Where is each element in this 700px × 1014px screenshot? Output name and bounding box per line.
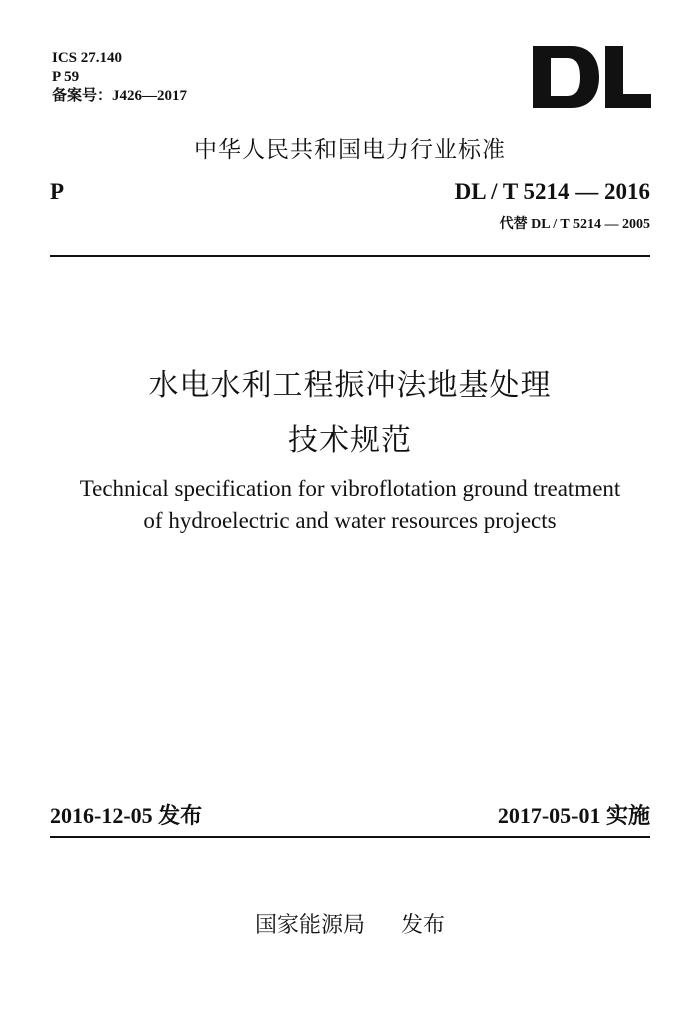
record-number: 备案号：J426—2017: [52, 88, 188, 104]
title-chinese-line-1: 水电水利工程振冲法地基处理: [148, 368, 552, 403]
title-english-line-2: of hydroelectric and water resources projects: [143, 508, 557, 533]
replaces-standard: 代替 DL / T 5214 — 2005: [499, 217, 650, 232]
title-chinese-line-2: 技术规范: [288, 423, 412, 458]
bottom-divider: [50, 836, 650, 838]
publisher-line: [0, 908, 700, 939]
industry-standard-heading: 中华人民共和国电力行业标准: [194, 137, 506, 163]
publisher-name: 国家能源局: [254, 913, 365, 938]
dl-logo: [533, 46, 651, 108]
issue-date: 2016-12-05 发布: [50, 803, 203, 828]
standard-number: DL / T 5214 — 2016: [454, 179, 650, 204]
implementation-date: 2017-05-01 实施: [497, 803, 650, 828]
title-english-line-1: Technical specification for vibroflotation ground treatment: [79, 476, 621, 501]
publisher-action: 发布: [401, 913, 446, 938]
category-label: P: [50, 179, 65, 204]
top-divider: [50, 255, 650, 257]
p-code: P 59: [52, 69, 80, 85]
ics-code: ICS 27.140: [52, 50, 123, 66]
